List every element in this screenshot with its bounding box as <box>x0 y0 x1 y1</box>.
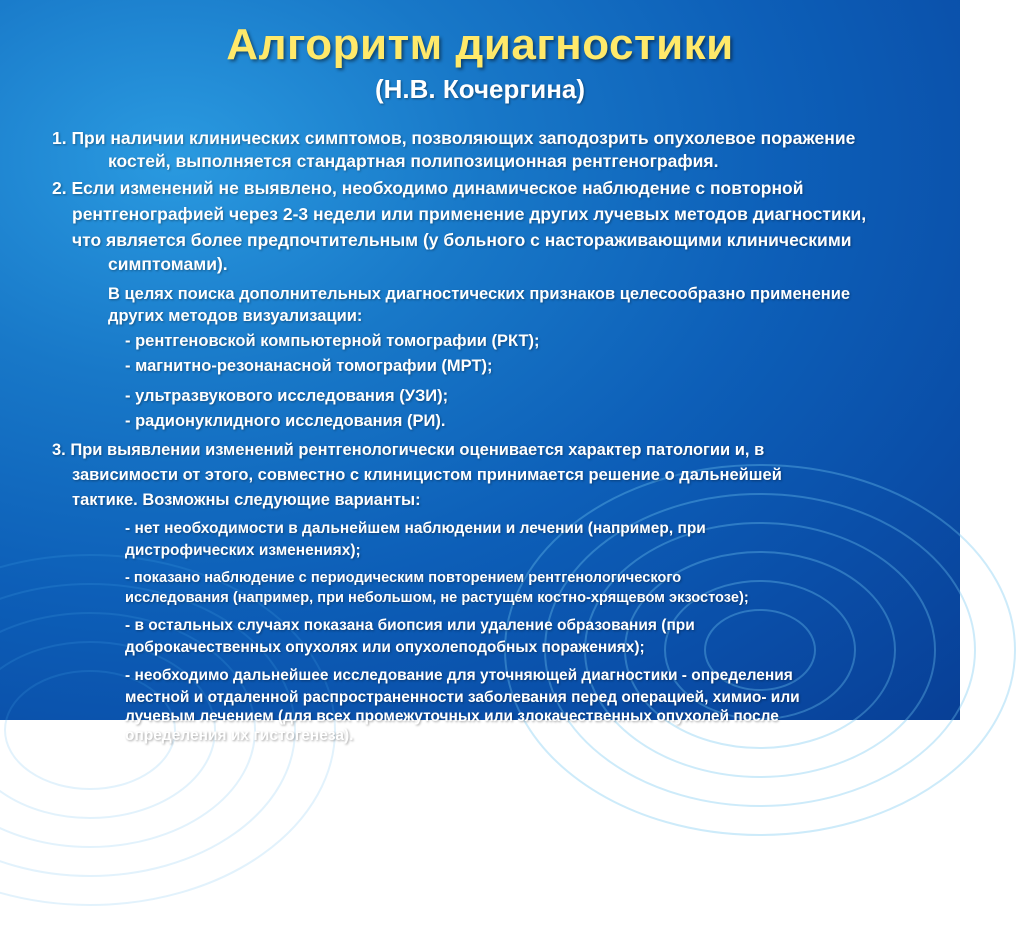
body-line: - необходимо дальнейшее исследование для уточняющей диагностики - определения <box>125 667 793 685</box>
body-line: 2. Если изменений не выявлено, необходимо динамическое наблюдение с повторной <box>52 177 804 198</box>
body-line: костей, выполняется стандартная полипозиционная рентгенография. <box>108 151 719 172</box>
body-line: определения их гистогенеза). <box>125 727 354 745</box>
slide-body <box>30 128 935 746</box>
body-line: зависимости от этого, совместно с клиницистом принимается решение о дальнейшей <box>72 465 782 484</box>
body-line: - ультразвукового исследования (УЗИ); <box>125 386 449 405</box>
body-line: других методов визуализации: <box>108 307 363 326</box>
body-line: дистрофических изменениях); <box>125 541 361 559</box>
body-line: рентгенографией через 2-3 недели или применение других лучевых методов диагностики, <box>72 204 867 225</box>
body-line: местной и отдаленной распространенности заболевания перед операцией, химио- или <box>125 688 800 706</box>
body-line: - в остальных случаях показана биопсия или удаление образования (при <box>125 617 695 635</box>
body-line: - магнитно-резонанасной томографии (МРТ); <box>125 357 493 376</box>
body-line: В целях поиска дополнительных диагностических признаков целесообразно применение <box>108 285 851 304</box>
body-line: 1. При наличии клинических симптомов, позволяющих заподозрить опухолевое поражение <box>52 128 856 148</box>
body-line: 3. При выявлении изменений рентгенологически оценивается характер патологии и, в <box>52 440 765 459</box>
body-line: - показано наблюдение с периодическим повторением рентгенологического <box>125 569 682 586</box>
body-line: - рентгеновской компьютерной томографии (РКТ); <box>125 332 540 351</box>
body-line: тактике. Возможны следующие варианты: <box>72 491 421 510</box>
page-subtitle: (Н.В. Кочергина) <box>374 74 586 105</box>
page-title: Алгоритм диагностики <box>226 20 734 69</box>
body-line: что является более предпочтительным (у больного с настораживающими клиническими <box>72 230 852 251</box>
body-line: лучевым лечением (для всех промежуточных или злокачественных опухолей после <box>125 707 779 725</box>
body-line: доброкачественных опухолях или опухолеподобных поражениях); <box>125 638 645 656</box>
body-line: - нет необходимости в дальнейшем наблюдении и лечении (например, при <box>125 520 706 538</box>
slide-title-block <box>0 22 960 105</box>
body-line: - радионуклидного исследования (РИ). <box>125 411 446 430</box>
body-line: симптомами). <box>108 253 228 274</box>
body-line: исследования (например, при небольшом, не растущем костно-хрящевом экзостозе); <box>125 590 749 607</box>
